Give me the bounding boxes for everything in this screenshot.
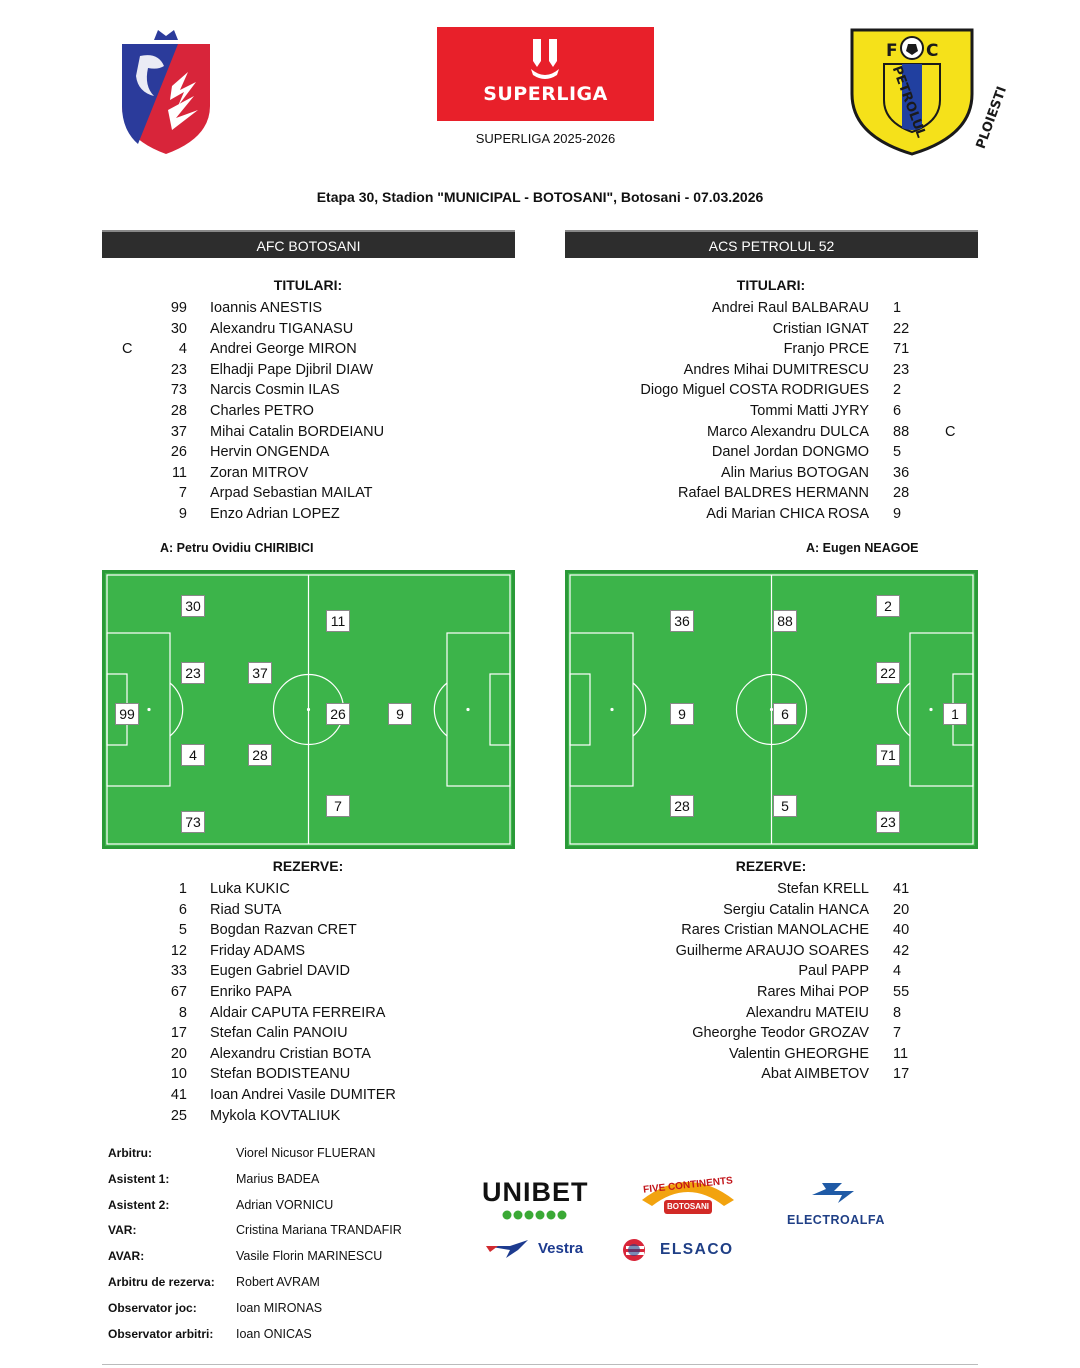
home-captain-marker: C [122, 341, 133, 358]
home-player-number: 67 [170, 984, 187, 1000]
home-formation-player-marker: 23 [181, 662, 205, 684]
home-formation-player-marker: 73 [181, 811, 205, 833]
away-player-name: Marco Alexandru DULCA [707, 423, 869, 440]
fc-petrolul-ploiesti-crest-icon [846, 24, 1011, 158]
away-player-number: 22 [893, 320, 910, 337]
away-player-name: Diogo Miguel COSTA RODRIGUES [640, 382, 869, 399]
home-subs-title: REZERVE: [272, 858, 344, 874]
home-formation-player-marker: 37 [248, 662, 272, 684]
home-player-number: 33 [170, 963, 187, 980]
away-formation-player-marker: 9 [670, 703, 694, 725]
away-sub-row [0, 879, 1080, 899]
away-player-name: Cristian IGNAT [772, 320, 869, 337]
home-team-name: AFC BOTOSANI [102, 230, 515, 258]
five-continents-text: FIVE CONTINENTS [642, 1175, 734, 1196]
official-name: Viorel Nicusor FLUERAN [236, 1146, 376, 1160]
official-role-label: AVAR: [108, 1249, 145, 1264]
afc-botosani-crest-icon [118, 26, 214, 156]
home-formation-pitch [102, 570, 515, 849]
away-player-name: Rafael BALDRES HERMANN [678, 485, 869, 502]
home-player-name: Arpad Sebastian MAILAT [210, 485, 373, 502]
away-player-name: Franjo PRCE [783, 341, 869, 358]
away-player-number: 42 [893, 942, 910, 959]
official-name: Robert AVRAM [236, 1275, 320, 1289]
away-player-name: Andrei Raul BALBARAU [711, 300, 869, 316]
official-role-label: VAR: [108, 1223, 137, 1238]
pitch-markings [105, 573, 512, 846]
home-player-number: 5 [178, 922, 187, 939]
home-coach: A: Petru Ovidiu CHIRIBICI [160, 541, 314, 555]
away-player-name: Tommi Matti JYRY [750, 403, 869, 419]
away-team-logo [846, 24, 1011, 158]
home-formation-player-marker: 30 [181, 595, 205, 617]
superliga-logo-text: SUPERLIGA [483, 83, 608, 105]
home-player-number: 4 [178, 341, 187, 358]
away-player-number: 8 [893, 1004, 902, 1021]
away-player-name: Alin Marius BOTOGAN [721, 464, 869, 481]
away-player-number: 36 [893, 464, 910, 481]
crest-letter-f: F [886, 41, 898, 61]
away-player-number: 5 [893, 444, 902, 461]
home-player-name: Zoran MITROV [210, 464, 309, 481]
away-sub-row [0, 900, 1080, 920]
away-sub-row [0, 1003, 1080, 1023]
crest-letter-c: C [926, 41, 939, 61]
home-starters-title: TITULARI: [273, 277, 343, 293]
pitch-markings [568, 573, 975, 846]
away-player-name: Paul PAPP [798, 963, 869, 980]
vestra-logo: Vestra [538, 1240, 584, 1257]
home-player-name: Stefan Calin PANOIU [210, 1025, 348, 1042]
home-player-name: Elhadji Pape Djibril DIAW [210, 361, 374, 378]
official-name: Cristina Mariana TRANDAFIR [236, 1223, 402, 1238]
away-formation-player-marker: 22 [876, 662, 900, 684]
home-player-number: 73 [170, 382, 187, 399]
away-player-number: 9 [893, 506, 902, 522]
home-formation-player-marker: 26 [326, 703, 350, 725]
away-player-name: Gheorghe Teodor GROZAV [692, 1025, 869, 1042]
away-sub-row [0, 961, 1080, 981]
superliga-emblem-icon [437, 27, 654, 87]
home-player-number: 20 [170, 1045, 187, 1062]
away-player-number: 71 [893, 341, 910, 358]
official-role-label: Arbitru: [108, 1146, 152, 1160]
away-starter-row [0, 463, 1080, 483]
home-player-number: 11 [171, 464, 187, 481]
official-role-label: Asistent 1: [108, 1171, 170, 1186]
home-formation-player-marker: 99 [115, 703, 139, 725]
official-name: Ioan ONICAS [236, 1326, 312, 1341]
away-player-number: 55 [893, 984, 910, 1000]
official-role-label: Observator joc: [108, 1300, 197, 1315]
home-player-number: 99 [170, 300, 187, 316]
superliga-logo [437, 27, 654, 121]
five-continents-subtext: BOTOSANI [666, 1202, 710, 1211]
home-player-name: Enzo Adrian LOPEZ [210, 506, 340, 522]
home-player-number: 8 [178, 1004, 187, 1021]
home-formation-player-marker: 4 [181, 744, 205, 766]
home-player-number: 37 [170, 423, 187, 440]
home-player-number: 12 [170, 942, 187, 959]
home-player-name: Ioannis ANESTIS [210, 300, 323, 316]
home-player-name: Andrei George MIRON [210, 341, 357, 358]
away-formation-player-marker: 88 [773, 610, 797, 632]
unibet-dots-icon [502, 1207, 566, 1225]
home-player-number: 17 [170, 1025, 187, 1042]
home-player-name: Friday ADAMS [210, 942, 306, 959]
crest-word-ploiesti: PLOIESTI [973, 84, 1011, 151]
electroalfa-emblem-icon [808, 1181, 858, 1210]
away-starter-row [0, 422, 1080, 442]
away-player-number: 1 [893, 300, 902, 316]
away-formation-pitch [565, 570, 978, 849]
away-formation-player-marker: 36 [670, 610, 694, 632]
official-name: Marius BADEA [236, 1171, 320, 1186]
crest-word-petrolul: PETROLUL [888, 64, 929, 140]
home-player-name: Enriko PAPA [210, 984, 292, 1000]
home-player-number: 1 [178, 881, 187, 897]
home-formation-player-marker: 9 [388, 703, 412, 725]
elsaco-emblem-icon [622, 1238, 650, 1267]
home-player-name: Alexandru Cristian BOTA [210, 1045, 371, 1062]
away-player-number: 88 [893, 423, 910, 440]
away-player-name: Alexandru MATEIU [745, 1004, 869, 1021]
away-player-name: Andres Mihai DUMITRESCU [683, 361, 869, 378]
away-player-number: 28 [893, 485, 910, 502]
home-player-name: Stefan BODISTEANU [210, 1066, 351, 1083]
away-starter-row [0, 504, 1080, 524]
away-sub-row [0, 1023, 1080, 1043]
five-continents-logo [636, 1170, 740, 1222]
away-player-number: 17 [893, 1066, 910, 1083]
away-starter-row [0, 401, 1080, 421]
official-name: Vasile Florin MARINESCU [236, 1249, 383, 1264]
official-name: Adrian VORNICU [236, 1197, 334, 1212]
away-starter-row [0, 442, 1080, 462]
away-player-number: 23 [893, 361, 910, 378]
away-player-name: Danel Jordan DONGMO [711, 444, 869, 461]
away-player-name: Valentin GHEORGHE [729, 1045, 869, 1062]
away-player-name: Rares Mihai POP [756, 984, 869, 1000]
home-player-name: Eugen Gabriel DAVID [210, 963, 350, 980]
away-starter-row [0, 360, 1080, 380]
home-player-name: Mihai Catalin BORDEIANU [210, 423, 385, 440]
official-name: Ioan MIRONAS [236, 1300, 323, 1315]
home-formation-player-marker: 28 [248, 744, 272, 766]
home-player-name: Hervin ONGENDA [210, 444, 330, 461]
away-formation-player-marker: 1 [943, 703, 967, 725]
home-player-number: 10 [170, 1066, 187, 1083]
bottom-divider [102, 1364, 978, 1365]
away-player-name: Adi Marian CHICA ROSA [706, 506, 869, 522]
away-player-name: Rares Cristian MANOLACHE [681, 922, 869, 939]
home-sub-row [0, 1106, 1080, 1126]
away-sub-row [0, 941, 1080, 961]
away-formation-player-marker: 6 [773, 703, 797, 725]
official-role-label: Observator arbitri: [108, 1326, 214, 1341]
away-sub-row [0, 920, 1080, 940]
home-player-name: Riad SUTA [210, 901, 282, 918]
away-coach: A: Eugen NEAGOE [806, 541, 919, 555]
home-player-number: 28 [170, 403, 187, 419]
away-player-number: 7 [893, 1025, 902, 1042]
official-role-label: Asistent 2: [108, 1197, 170, 1212]
elsaco-logo: ELSACO [660, 1241, 734, 1258]
away-player-number: 4 [893, 963, 902, 980]
home-player-name: Narcis Cosmin ILAS [210, 382, 340, 399]
home-player-name: Charles PETRO [210, 403, 314, 419]
home-sub-row [0, 1085, 1080, 1105]
away-captain-marker: C [945, 423, 956, 440]
home-player-number: 9 [178, 506, 187, 522]
home-player-name: Alexandru TIGANASU [210, 320, 354, 337]
away-player-number: 2 [893, 382, 902, 399]
away-team-name: ACS PETROLUL 52 [565, 230, 978, 258]
home-player-name: Mykola KOVTALIUK [210, 1107, 341, 1124]
away-sub-row [0, 1044, 1080, 1064]
season-label: SUPERLIGA 2025-2026 [475, 131, 616, 146]
away-starter-row [0, 298, 1080, 318]
away-formation-player-marker: 28 [670, 795, 694, 817]
home-player-number: 26 [170, 444, 187, 461]
home-player-number: 25 [170, 1107, 187, 1124]
home-player-number: 23 [170, 361, 187, 378]
home-player-number: 6 [178, 901, 187, 918]
away-player-number: 40 [893, 922, 910, 939]
home-player-name: Ioan Andrei Vasile DUMITER [210, 1087, 396, 1103]
vestra-emblem-icon [484, 1238, 530, 1265]
electroalfa-logo: ELECTROALFA [787, 1213, 885, 1227]
away-player-number: 20 [893, 901, 910, 918]
home-formation-player-marker: 11 [326, 610, 350, 632]
away-starter-row [0, 483, 1080, 503]
home-player-name: Luka KUKIC [210, 881, 290, 897]
match-info: Etapa 30, Stadion "MUNICIPAL - BOTOSANI", Botosani - 07.03.2026 [316, 189, 764, 205]
away-formation-player-marker: 23 [876, 811, 900, 833]
unibet-logo: UNIBET [482, 1177, 589, 1207]
away-starter-row [0, 380, 1080, 400]
away-sub-row [0, 982, 1080, 1002]
home-player-name: Bogdan Razvan CRET [210, 922, 357, 939]
away-player-name: Stefan KRELL [777, 881, 869, 897]
away-player-name: Abat AIMBETOV [761, 1066, 869, 1083]
away-player-number: 11 [893, 1045, 909, 1062]
away-formation-player-marker: 2 [876, 595, 900, 617]
away-player-number: 6 [893, 403, 902, 419]
home-formation-player-marker: 7 [326, 795, 350, 817]
away-starter-row [0, 339, 1080, 359]
home-player-number: 41 [170, 1087, 187, 1103]
away-player-name: Guilherme ARAUJO SOARES [675, 942, 869, 959]
home-team-logo [118, 26, 214, 156]
home-player-number: 30 [170, 320, 187, 337]
away-player-name: Sergiu Catalin HANCA [723, 901, 869, 918]
away-player-number: 41 [893, 881, 910, 897]
away-subs-title: REZERVE: [735, 858, 807, 874]
away-sub-row [0, 1064, 1080, 1084]
home-player-name: Aldair CAPUTA FERREIRA [210, 1004, 386, 1021]
away-formation-player-marker: 71 [876, 744, 900, 766]
away-starters-title: TITULARI: [736, 277, 806, 293]
away-formation-player-marker: 5 [773, 795, 797, 817]
home-player-number: 7 [178, 485, 187, 502]
away-starter-row [0, 319, 1080, 339]
official-role-label: Arbitru de rezerva: [108, 1275, 215, 1289]
